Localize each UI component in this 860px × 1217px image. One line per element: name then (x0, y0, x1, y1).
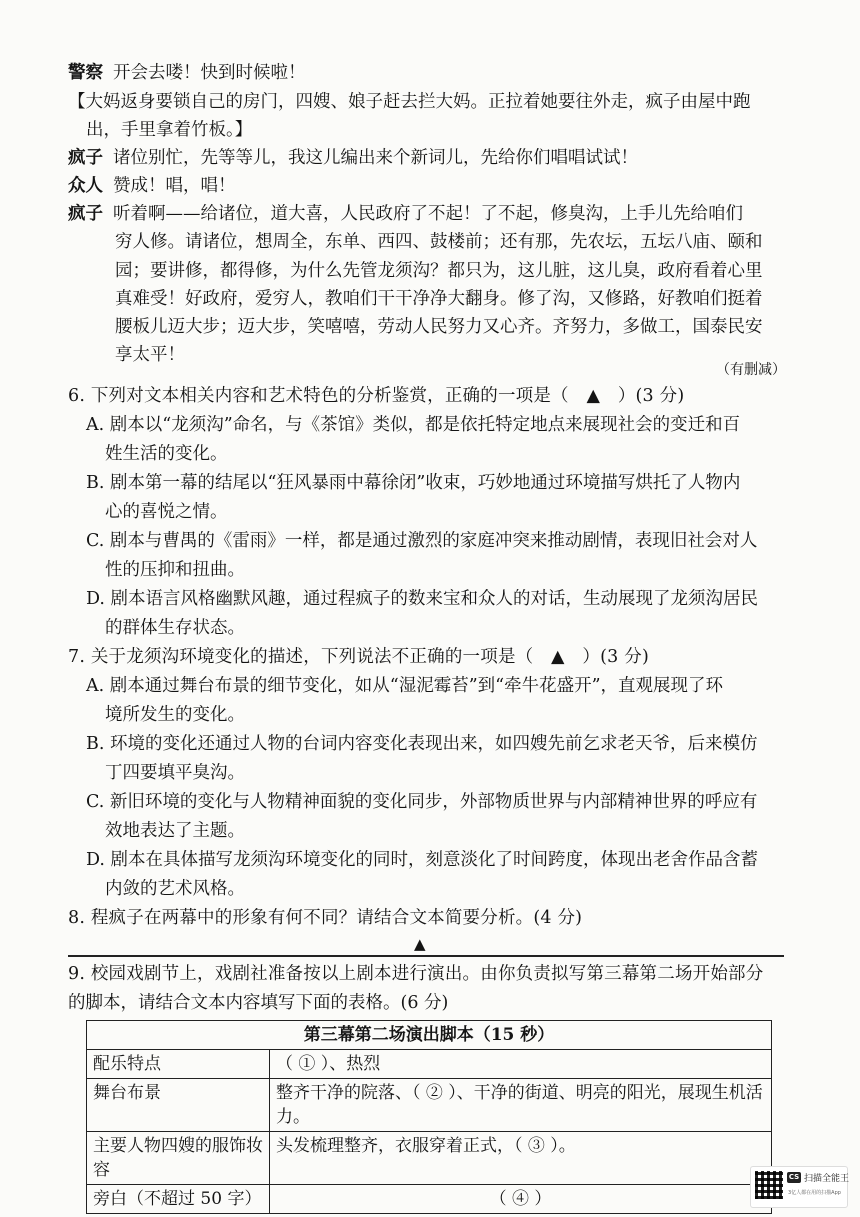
q7-option-a-2: 境所发生的变化。 (105, 705, 245, 725)
song-line-2: 穷人修。请诸位，想周全，东单、西四、鼓楼前；还有那，先农坛，五坛八庙、颐和 (115, 232, 763, 252)
row-value-stage: 整齐干净的院落、（ ② ）、干净的街道、明亮的阳光，展现生机活力。 (270, 1079, 772, 1132)
table-row-narration (87, 1185, 772, 1214)
table-row-stage (87, 1079, 772, 1132)
speaker-fengzi: 疯子 (68, 148, 103, 168)
stage-direction-line1: 【大妈返身要锁自己的房门，四嫂、娘子赶去拦大妈。正拉着她要往外走，疯子由屋中跑 (68, 92, 751, 112)
q6-option-c-1: C. 剧本与曹禺的《雷雨》一样，都是通过激烈的家庭冲突来推动剧情，表现旧社会对人 (86, 531, 758, 551)
q7-option-a-1: A. 剧本通过舞台布景的细节变化，如从“湿泥霉苔”到“牵牛花盛开”，直观展现了环 (86, 676, 724, 696)
song-line-3: 园；要讲修，都得修，为什么先管龙须沟？都只为，这儿脏，这儿臭，政府看着心里 (115, 261, 763, 281)
q9-stem-2: 的脚本，请结合文本内容填写下面的表格。(6 分) (68, 993, 449, 1013)
cs-logo-icon: CS (788, 1173, 800, 1181)
speaker-police: 警察 (68, 63, 103, 83)
q6-option-d-1: D. 剧本语言风格幽默风趣，通过程疯子的数来宝和众人的对话，生动展现了龙须沟居民 (86, 589, 759, 609)
q9-stem-1: 9. 校园戏剧节上，戏剧社准备按以上剧本进行演出。由你负责拟写第三幕第二场开始部分 (68, 964, 764, 984)
table-row-music (87, 1050, 772, 1079)
script-table-title: 第三幕第二场演出脚本（15 秒） (87, 1021, 772, 1050)
song-line-1: 听着啊——给诸位，道大喜，人民政府了不起！了不起，修臭沟，上手儿先给咱们 (113, 204, 743, 224)
scanner-watermark (750, 1166, 848, 1208)
q6-option-a-2: 姓生活的变化。 (105, 444, 228, 464)
q6-option-a-1: A. 剧本以“龙须沟”命名，与《茶馆》类似，都是依托特定地点来展现社会的变迁和百 (86, 415, 741, 435)
script-line-fengzi-1 (68, 144, 638, 172)
row-label-costume: 主要人物四嫂的服饰妆容 (87, 1132, 270, 1185)
table-row-costume (87, 1132, 772, 1185)
dialogue-crowd: 赞成！唱，唱！ (113, 176, 236, 196)
speaker-crowd: 众人 (68, 176, 103, 196)
q6-option-c-2: 性的压抑和扭曲。 (105, 560, 245, 580)
dialogue-police: 开会去喽！快到时候啦！ (113, 63, 306, 83)
song-line-4: 真难受！好政府，爱穷人，教咱们干干净净大翻身。修了沟，又修路，好教咱们挺着 (115, 289, 763, 309)
q8-answer-mark: ▲ (414, 935, 426, 953)
q7-option-c-2: 效地表达了主题。 (105, 821, 245, 841)
row-value-costume: 头发梳理整齐，衣服穿着正式，（ ③ ）。 (270, 1132, 772, 1185)
scanner-app-name: 扫描全能王 (804, 1174, 850, 1184)
row-value-narration: （ ④ ） (270, 1185, 772, 1214)
script-line-police (68, 59, 306, 87)
q7-option-b-2: 丁四要填平臭沟。 (105, 763, 245, 783)
script-table (86, 1020, 772, 1214)
stage-direction-line2: 出，手里拿着竹板。】 (86, 120, 253, 140)
script-line-fengzi-2 (68, 200, 743, 228)
scanner-app-tagline: 3亿人都在用的扫描App (788, 1190, 841, 1196)
row-label-stage: 舞台布景 (87, 1079, 270, 1132)
q7-option-c-1: C. 新旧环境的变化与人物精神面貌的变化同步，外部物质世界与内部精神世界的呼应有 (86, 792, 758, 812)
song-line-5: 腰板儿迈大步；迈大步，笑嘻嘻，劳动人民努力又心齐。齐努力，多做工，国泰民安 (115, 317, 763, 337)
script-line-crowd (68, 172, 236, 200)
row-value-music: （ ① ）、热烈 (270, 1050, 772, 1079)
q7-stem: 7. 关于龙须沟环境变化的描述，下列说法不正确的一项是（ ▲ ）(3 分) (68, 647, 649, 667)
speaker-fengzi-2: 疯子 (68, 204, 103, 224)
row-label-narration: 旁白（不超过 50 字） (87, 1185, 270, 1214)
q8-stem: 8. 程疯子在两幕中的形象有何不同？请结合文本简要分析。(4 分) (68, 908, 583, 928)
q6-option-b-1: B. 剧本第一幕的结尾以“狂风暴雨中幕徐闭”收束，巧妙地通过环境描写烘托了人物内 (86, 473, 741, 493)
q7-option-d-2: 内敛的艺术风格。 (105, 879, 245, 899)
qr-code-icon (755, 1171, 783, 1199)
q6-option-d-2: 的群体生存状态。 (105, 618, 245, 638)
abridged-note: （有删减） (716, 362, 786, 378)
dialogue-fengzi-1: 诸位别忙，先等等儿，我这儿编出来个新词儿，先给你们唱唱试试！ (113, 148, 638, 168)
row-label-music: 配乐特点 (87, 1050, 270, 1079)
q6-stem: 6. 下列对文本相关内容和艺术特色的分析鉴赏，正确的一项是（ ▲ ）(3 分) (68, 386, 685, 406)
q6-option-b-2: 心的喜悦之情。 (105, 502, 228, 522)
q7-option-b-1: B. 环境的变化还通过人物的台词内容变化表现出来，如四嫂先前乞求老天爷，后来模仿 (86, 734, 758, 754)
q7-option-d-1: D. 剧本在具体描写龙须沟环境变化的同时，刻意淡化了时间跨度，体现出老舍作品含蓄 (86, 850, 759, 870)
song-line-6: 享太平！ (115, 345, 185, 365)
q8-answer-line (68, 955, 784, 957)
